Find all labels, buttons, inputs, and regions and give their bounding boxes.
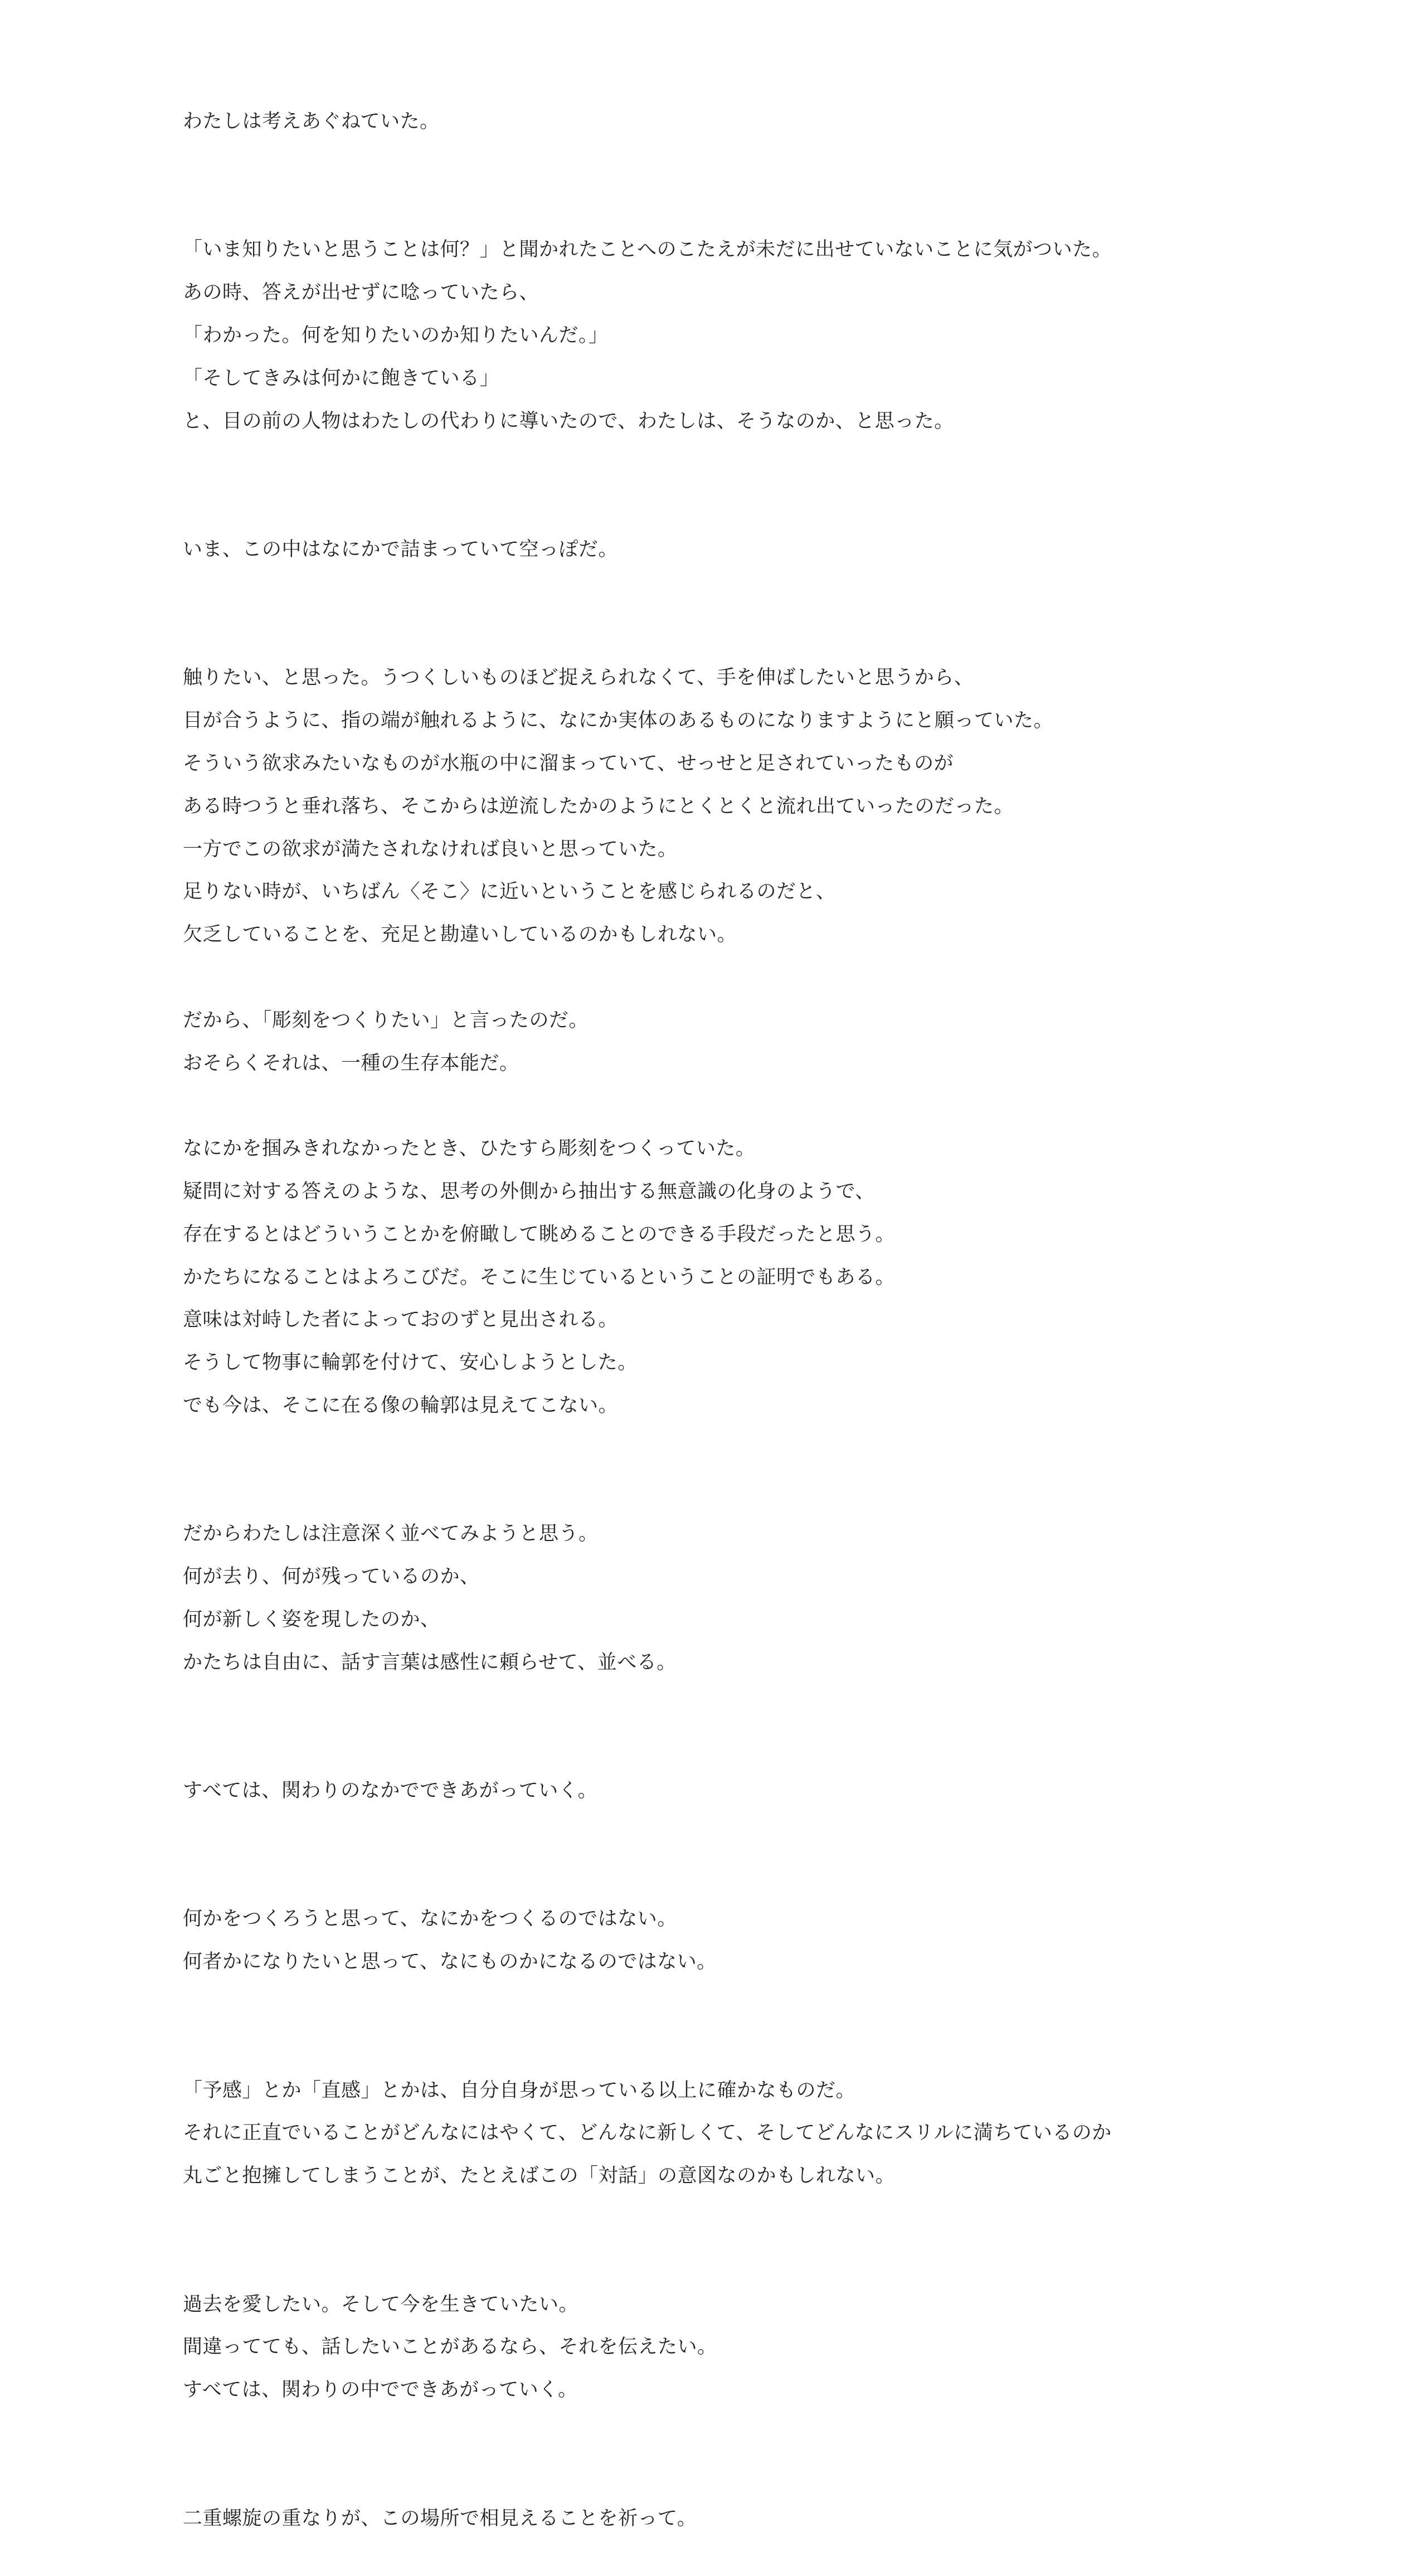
text-line: そうして物事に輪郭を付けて、安心しようとした。 — [183, 1352, 638, 1374]
text-line: 過去を愛したい。そして今を生きていたい。 — [183, 2293, 579, 2316]
spacer — [183, 1085, 1364, 1127]
essay-body — [183, 100, 1364, 2540]
text-line: そういう欲求みたいなものが水瓶の中に溜まっていて、せっせと足されていったものが — [183, 752, 954, 775]
paragraph — [183, 1513, 1364, 1684]
text-line: すべては、関わりの中でできあがっていく。 — [183, 2379, 578, 2402]
spacer — [183, 571, 1364, 657]
text-line: 何が去り、何が残っているのか、 — [183, 1566, 480, 1588]
paragraph — [183, 2497, 1364, 2540]
paragraph — [183, 100, 1364, 143]
text-line: いま、この中はなにかで詰まっていて空っぽだ。 — [183, 538, 619, 561]
text-line: 丸ごと抱擁してしまうことが、たとえばこの「対話」の意図なのかもしれない。 — [183, 2165, 896, 2188]
paragraph — [183, 1898, 1364, 1984]
paragraph — [183, 229, 1364, 443]
spacer — [183, 143, 1364, 229]
text-line: それに正直でいることがどんなにはやくて、どんなに新しくて、そしてどんなにスリルに満ちているのか — [183, 2122, 1112, 2145]
text-line: でも今は、そこに在る像の輪郭は見えてこない。 — [183, 1394, 619, 1417]
spacer — [183, 1984, 1364, 2069]
text-line: 「予感」とか「直感」とかは、自分自身が思っている以上に確かなものだ。 — [183, 2079, 856, 2102]
spacer — [183, 443, 1364, 528]
text-line: 疑問に対する答えのような、思考の外側から抽出する無意識の化身のようで、 — [183, 1180, 875, 1203]
text-line: 「わかった。何を知りたいのか知りたいんだ。」 — [183, 324, 609, 347]
spacer — [183, 956, 1364, 999]
text-line: かたちになることはよろこびだ。そこに生じているということの証明でもある。 — [183, 1266, 896, 1289]
text-line: わたしは考えあぐねていた。 — [183, 110, 440, 133]
paragraph — [183, 528, 1364, 571]
text-line: と、目の前の人物はわたしの代わりに導いたので、わたしは、そうなのか、と思った。 — [183, 410, 954, 432]
text-line: だからわたしは注意深く並べてみようと思う。 — [183, 1523, 599, 1545]
paragraph — [183, 2283, 1364, 2412]
text-line: 足りない時が、いちばん〈そこ〉に近いということを感じられるのだと、 — [183, 881, 836, 903]
paragraph — [183, 999, 1364, 1085]
spacer — [183, 1812, 1364, 1898]
text-line: なにかを掴みきれなかったとき、ひたすら彫刻をつくっていた。 — [183, 1138, 756, 1160]
text-line: 何かをつくろうと思って、なにかをつくるのではない。 — [183, 1908, 677, 1931]
spacer — [183, 2198, 1364, 2283]
text-line: すべては、関わりのなかでできあがっていく。 — [183, 1780, 598, 1802]
text-line: 二重螺旋の重なりが、この場所で相見えることを祈って。 — [183, 2507, 697, 2530]
text-line: 何者かになりたいと思って、なにものかになるのではない。 — [183, 1951, 717, 1974]
text-line: 意味は対峙した者によっておのずと見出される。 — [183, 1309, 619, 1331]
paragraph — [183, 657, 1364, 956]
text-line: かたちは自由に、話す言葉は感性に頼らせて、並べる。 — [183, 1651, 677, 1674]
text-line: ある時つうと垂れ落ち、そこからは逆流したかのようにとくとくと流れ出ていったのだった。 — [183, 795, 1014, 818]
text-line: 存在するとはどういうことかを俯瞰して眺めることのできる手段だったと思う。 — [183, 1223, 896, 1246]
text-line: あの時、答えが出せずに唸っていたら、 — [183, 281, 539, 304]
spacer — [183, 1684, 1364, 1770]
text-line: 目が合うように、指の端が触れるように、なにか実体のあるものになりますようにと願っていた。 — [183, 709, 1054, 732]
text-line: 「いま知りたいと思うことは何？」と聞かれたことへのこたえが未だに出せていないことに気がついた。 — [183, 239, 1112, 261]
text-line: 間違ってても、話したいことがあるなら、それを伝えたい。 — [183, 2336, 717, 2359]
text-line: 欠乏していることを、充足と勘違いしているのかもしれない。 — [183, 924, 737, 946]
text-line: 「そしてきみは何かに飽きている」 — [183, 367, 500, 390]
text-line: 触りたい、と思った。うつくしいものほど捉えられなくて、手を伸ばしたいと思うから、 — [183, 667, 974, 689]
text-line: おそらくそれは、一種の生存本能だ。 — [183, 1052, 519, 1075]
paragraph — [183, 1770, 1364, 1812]
spacer — [183, 2412, 1364, 2497]
text-line: 何が新しく姿を現したのか、 — [183, 1608, 440, 1631]
spacer — [183, 1427, 1364, 1513]
text-line: 一方でこの欲求が満たされなければ良いと思っていた。 — [183, 838, 678, 861]
paragraph — [183, 2069, 1364, 2198]
paragraph — [183, 1127, 1364, 1427]
text-line: だから、「彫刻をつくりたい」と言ったのだ。 — [183, 1009, 589, 1032]
